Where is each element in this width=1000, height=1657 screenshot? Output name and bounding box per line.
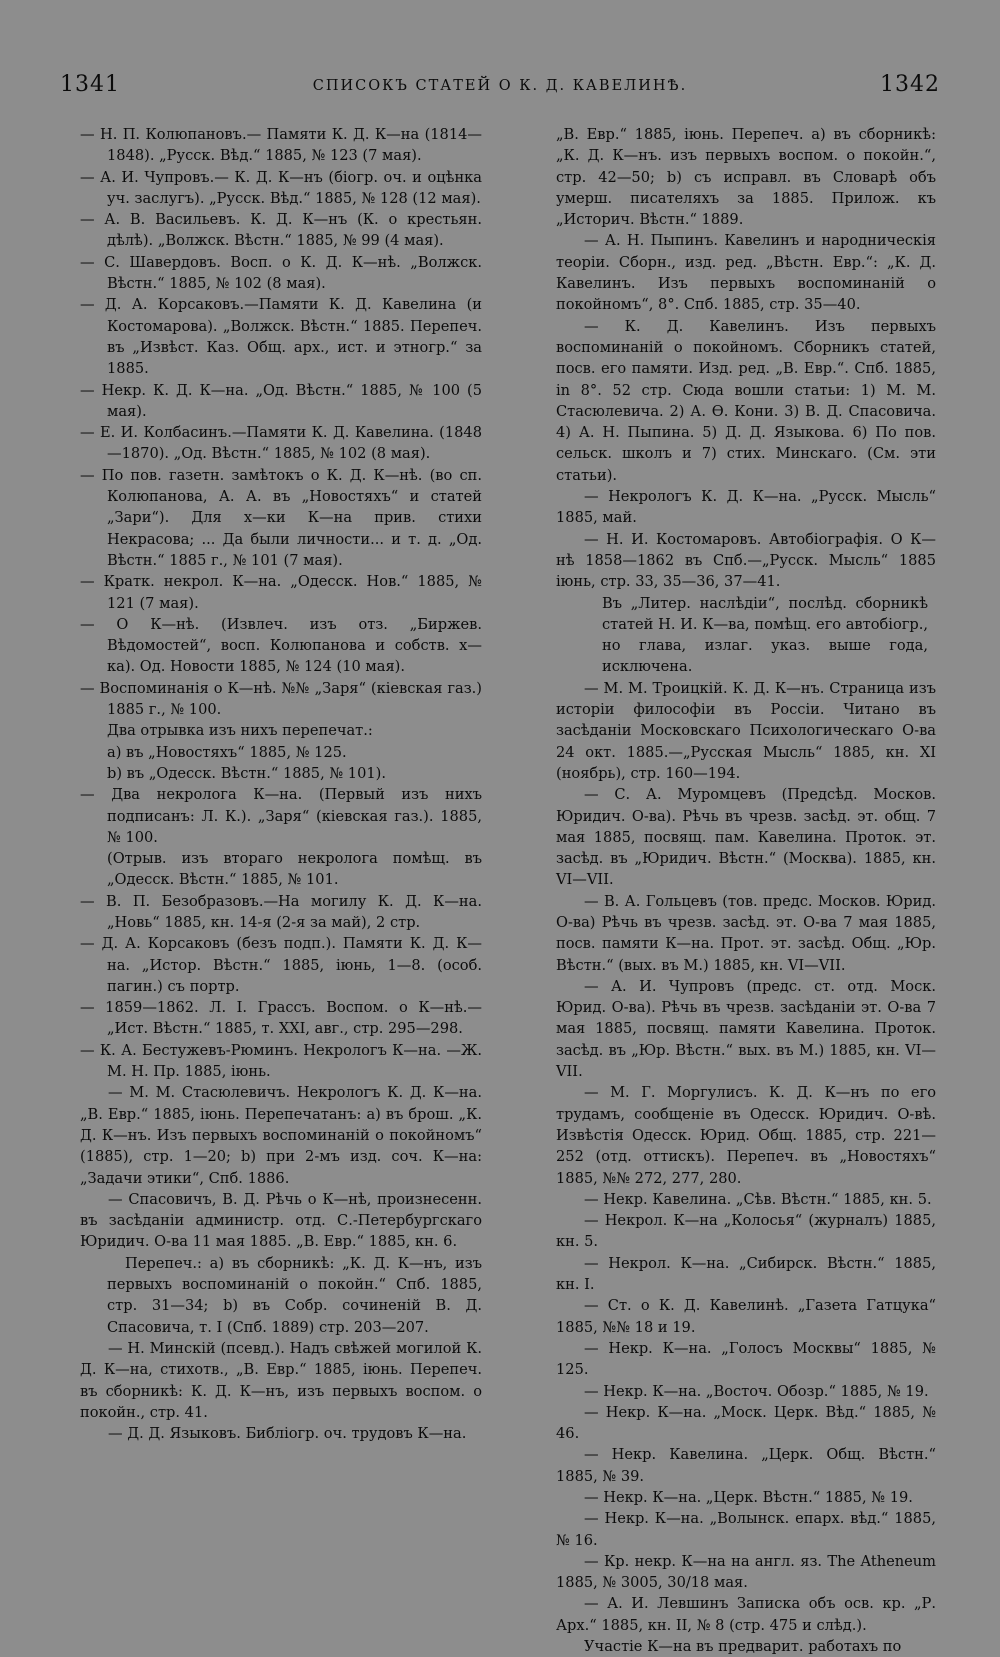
bibliography-entry: — К. Д. Кавелинъ. Изъ первыхъ воспоминаній о покойномъ. Сборникъ статей, посв. его памяти. Изд. ред. „В. Евр.“. Спб. 1885, in 8°. 52 стр. Сюда вошли статьи: 1) М. М. Стасюлевича. 2) А. Ѳ. Кони. 3) В. Д. Спасовича. 4) А. Н. Пыпина. 5) Д. Д. Языкова. 6) По пов. сельск. школъ и 7) стих. Минскаго. (См. эти статьи). [556,317,936,484]
bibliography-entry: — О К—нѣ. (Извлеч. изъ отз. „Биржев. Вѣдомостей“, восп. Колюпанова и собств. х—ка). Од. Новости 1885, № 124 (10 мая). [80,615,482,676]
bibliography-entry: — Д. А. Корсаковъ.—Памяти К. Д. Кавелина (и Костомарова). „Волжск. Вѣстн.“ 1885. Перепеч. въ „Извѣст. Каз. Общ. арх., ист. и этногр.“ за 1885. [80,296,482,378]
bibliography-entry: — С. Шавердовъ. Восп. о К. Д. К—нѣ. „Волжск. Вѣстн.“ 1885, № 102 (8 мая). [80,253,482,293]
bibliography-entry: — Некр. К. Д. К—на. „Од. Вѣстн.“ 1885, № 100 (5 мая). [80,381,482,420]
bibliography-entry: — Кратк. некрол. К—на. „Одесск. Нов.“ 1885, № 121 (7 мая). [80,573,482,612]
bibliography-entry: — К. А. Бестужевъ-Рюминъ. Некрологъ К—на. —Ж. М. Н. Пр. 1885, іюнь. [80,1041,482,1081]
left-column [80,124,482,1444]
bibliography-entry: — Н. П. Колюпановъ.— Памяти К. Д. К—на (1814—1848). „Русск. Вѣд.“ 1885, № 123 (7 мая). [80,126,482,165]
bibliography-entry: — Два некролога К—на. (Первый изъ нихъ подписанъ: Л. К.). „Заря“ (кіевская газ.). 1885, № 100. [80,786,482,846]
bibliography-entry: — В. П. Безобразовъ.—На могилу К. Д. К—на. „Новь“ 1885, кн. 14-я (2-я за май), 2 стр. [80,892,482,931]
bibliography-entry: — Д. Д. Языковъ. Библіогр. оч. трудовъ К—на. [108,1425,467,1443]
bibliography-entry: — По пов. газетн. замѣтокъ о К. Д. К—нѣ. (во сп. Колюпанова, А. А. въ „Новостяхъ“ и статей „Зари“). Для х—ки К—на прив. стихи Некрасова; ... Да были личности... и т. д. „Од. Вѣстн.“ 1885 г., № 101 (7 мая). [80,466,482,569]
bibliography-entry: — Д. А. Корсаковъ (безъ подп.). Памяти К. Д. К—на. „Истор. Вѣстн.“ 1885, іюнь, 1—8. (особ. пагин.) съ портр. [80,935,482,995]
right-page-number: 1342 [880,72,940,97]
bibliography-entry: — Некрол. К—на „Колосья“ (журналъ) 1885, кн. 5. [556,1212,936,1251]
sub-note: Въ „Литер. наслѣдіи“, послѣд. сборникѣ статей Н. И. К—ва, помѣщ. его автобіогр., но глава, излаг. указ. выше года, исключена. [602,594,928,676]
bibliography-entry: — Некр. К—на. „Волынск. епарх. вѣд.“ 1885, № 16. [556,1510,936,1549]
bibliography-entry: — С. А. Муромцевъ (Предсѣд. Москов. Юридич. О-ва). Рѣчь въ чрезв. засѣд. эт. общ. 7 мая 1885, посвящ. пам. Кавелина. Проток. эт. засѣд. въ „Юридич. Вѣстн.“ (Москва). 1885, кн. VI—VII. [556,786,936,889]
sub-note: Перепеч.: а) въ сборникѣ: „К. Д. К—нъ, изъ первыхъ воспоминаній о покойн.“ Спб. 1885, стр. 31—34; b) въ Собр. сочиненій В. Д. Спасовича, т. I (Спб. 1889) стр. 203—207. [107,1254,482,1336]
sub-note: (Отрыв. изъ втораго некролога помѣщ. въ „Одесск. Вѣстн.“ 1885, № 101. [107,850,482,889]
bibliography-entry: Участіе К—на въ предварит. работахъ по [584,1638,902,1656]
bibliography-entry: — М. Г. Моргулисъ. К. Д. К—нъ по его трудамъ, сообщеніе въ Одесск. Юридич. О-вѣ. Извѣстія Одесск. Юрид. Общ. 1885, стр. 221—252 (отд. оттискъ). Перепеч. въ „Новостяхъ“ 1885, №№ 272, 277, 280. [556,1084,936,1187]
bibliography-entry: — Воспоминанія о К—нѣ. №№ „Заря“ (кіевская газ.) 1885 г., № 100. [80,679,482,719]
sub-note: Два отрывка изъ нихъ перепечат.: [107,722,373,740]
bibliography-entry: — Некрол. К—на. „Сибирск. Вѣстн.“ 1885, кн. I. [556,1254,936,1294]
bibliography-entry: — Некр. К—на. „Восточ. Обозр.“ 1885, № 19. [584,1382,929,1400]
bibliography-entry: — Ст. о К. Д. Кавелинѣ. „Газета Гатцука“ 1885, №№ 18 и 19. [556,1297,936,1336]
bibliography-entry: — Некр. Кавелина. „Сѣв. Вѣстн.“ 1885, кн. 5. [584,1190,932,1208]
bibliography-entry: — М. М. Стасюлевичъ. Некрологъ К. Д. К—на. „В. Евр.“ 1885, іюнь. Перепечатанъ: а) въ брош. „К. Д. К—нъ. Изъ первыхъ воспоминаній о покойномъ“ (1885), стр. 1—20; b) при 2-мъ изд. соч. К—на: „Задачи этики“, Спб. 1886. [80,1084,482,1187]
bibliography-entry: — Некр. К—на. „Моск. Церк. Вѣд.“ 1885, № 46. [556,1403,936,1443]
bibliography-entry: — 1859—1862. Л. І. Грассъ. Воспом. о К—нѣ.— „Ист. Вѣстн.“ 1885, т. XXI, авг., стр. 295—298. [80,999,482,1038]
bibliography-entry: — Некр. К—на. „Голосъ Москвы“ 1885, № 125. [556,1339,936,1379]
running-title: СПИСОКЪ СТАТЕЙ О К. Д. КАВЕЛИНѢ. [312,78,688,94]
bibliography-entry: — А. Н. Пыпинъ. Кавелинъ и народническія теоріи. Сборн., изд. ред. „Вѣстн. Евр.“: „К. Д. Кавелинъ. Изъ первыхъ воспоминаній о покойномъ“, 8°. Спб. 1885, стр. 35—40. [556,232,936,314]
bibliography-entry: — А. И. Чупровъ (предс. ст. отд. Моск. Юрид. О-ва). Рѣчь въ чрезв. засѣданіи эт. О-ва 7 мая 1885, посвящ. памяти Кавелина. Проток. засѣд. въ „Юр. Вѣстн.“ вых. въ М.) 1885, кн. VI—VII. [556,977,936,1081]
bibliography-entry: — Некр. Кавелина. „Церк. Общ. Вѣстн.“ 1885, № 39. [556,1446,936,1485]
bibliography-entry: — А. В. Васильевъ. К. Д. К—нъ (К. о крестьян. дѣлѣ). „Волжск. Вѣстн.“ 1885, № 99 (4 мая). [80,211,482,250]
bibliography-entry: — В. А. Гольцевъ (тов. предс. Москов. Юрид. О-ва) Рѣчь въ чрезв. засѣд. эт. О-ва 7 мая 1885, посв. памяти К—на. Прот. эт. засѣд. Общ. „Юр. Вѣстн.“ (вых. въ М.) 1885, кн. VI—VII. [556,892,936,974]
bibliography-entry: — Н. И. Костомаровъ. Автобіографія. О К—нѣ 1858—1862 въ Спб.—„Русск. Мысль“ 1885 іюнь, стр. 33, 35—36, 37—41. [556,530,936,591]
left-page-number: 1341 [60,72,120,97]
sub-note: а) въ „Новостяхъ“ 1885, № 125. [107,743,347,761]
bibliography-entry: — Кр. некр. К—на на англ. яз. The Atheneum 1885, № 3005, 30/18 мая. [556,1552,936,1592]
bibliography-entry: — Некр. К—на. „Церк. Вѣстн.“ 1885, № 19. [584,1489,913,1506]
right-column [556,124,936,1657]
bibliography-entry: — Спасовичъ, В. Д. Рѣчь о К—нѣ, произнесенн. въ засѣданіи администр. отд. С.-Петербургскаго Юридич. О-ва 11 мая 1885. „В. Евр.“ 1885, кн. 6. [80,1190,482,1251]
bibliography-entry: — А. И. Чупровъ.— К. Д. К—нъ (біогр. оч. и оцѣнка уч. заслугъ). „Русск. Вѣд.“ 1885, № 128 (12 мая). [80,168,482,207]
bibliography-entry: — Некрологъ К. Д. К—на. „Русск. Мысль“ 1885, май. [556,488,936,527]
bibliography-entry: — Е. И. Колбасинъ.—Памяти К. Д. Кавелина. (1848—1870). „Од. Вѣстн.“ 1885, № 102 (8 мая). [80,424,482,463]
sub-note: b) въ „Одесск. Вѣстн.“ 1885, № 101). [107,764,386,782]
continued-entry: „В. Евр.“ 1885, іюнь. Перепеч. а) въ сборникѣ: „К. Д. К—нъ. изъ первыхъ воспом. о покойн.“, стр. 42—50; b) съ исправл. въ Словарѣ объ умерш. писателяхъ за 1885. Прилож. къ „Историч. Вѣстн.“ 1889. [556,126,936,229]
bibliography-entry: — М. М. Троицкій. К. Д. К—нъ. Страница изъ исторіи философіи въ Россіи. Читано въ засѣданіи Московскаго Психологическаго О-ва 24 окт. 1885.—„Русская Мысль“ 1885, кн. XI (ноябрь), стр. 160—194. [556,679,936,782]
bibliography-entry: — А. И. Левшинъ Записка объ осв. кр. „Р. Арх.“ 1885, кн. II, № 8 (стр. 475 и слѣд.). [556,1595,936,1634]
page-header [60,72,940,102]
bibliography-entry: — Н. Минскій (псевд.). Надъ свѣжей могилой К. Д. К—на, стихотв., „В. Евр.“ 1885, іюнь. Перепеч. въ сборникѣ: К. Д. К—нъ, изъ первыхъ воспом. о покойн., стр. 41. [80,1339,482,1421]
